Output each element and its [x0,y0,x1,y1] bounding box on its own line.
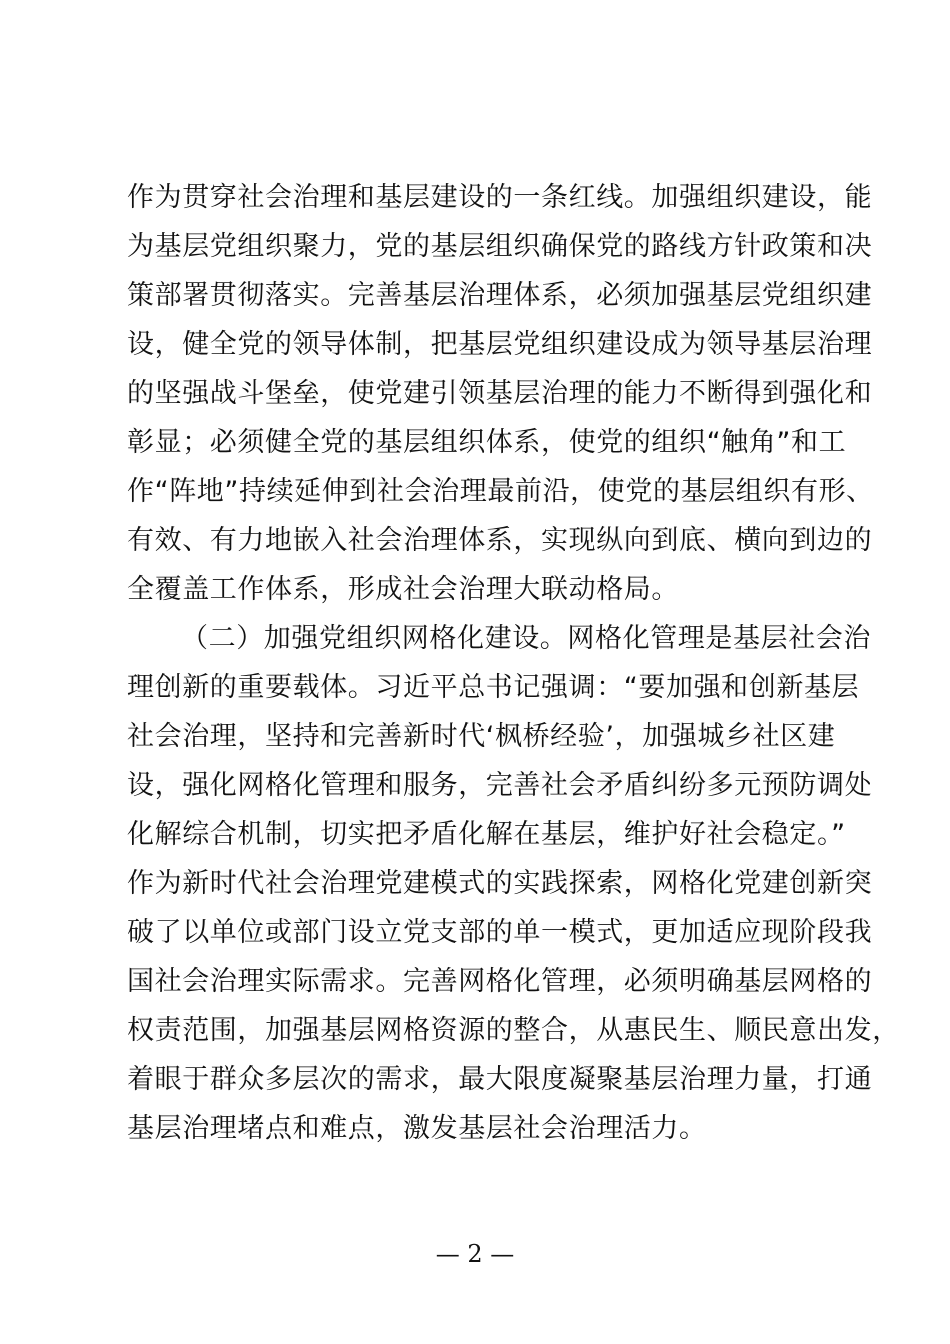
text-line: 权责范围，加强基层网格资源的整合，从惠民生、顺民意出发， [127,1015,900,1046]
text-line: 作为新时代社会治理党建模式的实践探索，网格化党建创新突 [127,868,873,899]
text-line: 策部署贯彻落实。完善基层治理体系，必须加强基层党组织建 [127,280,873,311]
text-line: 化解综合机制，切实把矛盾化解在基层，维护好社会稳定。” [127,819,846,850]
text-line: 为基层党组织聚力，党的基层组织确保党的路线方针政策和决 [127,231,873,262]
page-number: — 2 — [435,1240,515,1268]
text-line: 基层治理堵点和难点，激发基层社会治理活力。 [127,1113,707,1144]
text-line: 彰显；必须健全党的基层组织体系，使党的组织“触角”和工 [127,427,847,458]
section-heading-line: （二）加强党组织网格化建设。网格化管理是基层社会治 [181,623,871,654]
text-line: 理创新的重要载体。习近平总书记强调：“要加强和创新基层 [127,672,860,703]
text-line: 设，健全党的领导体制，把基层党组织建设成为领导基层治理 [127,329,873,360]
text-line: 社会治理，坚持和完善新时代‘枫桥经验’，加强城乡社区建 [127,721,836,752]
text-line: 全覆盖工作体系，形成社会治理大联动格局。 [127,574,679,605]
text-line: 设，强化网格化管理和服务，完善社会矛盾纠纷多元预防调处 [127,770,873,801]
text-line: 有效、有力地嵌入社会治理体系，实现纵向到底、横向到边的 [127,525,873,556]
text-line: 的坚强战斗堡垒，使党建引领基层治理的能力不断得到强化和 [127,378,873,409]
text-line: 着眼于群众多层次的需求，最大限度凝聚基层治理力量，打通 [127,1064,873,1095]
text-line: 作“阵地”持续延伸到社会治理最前沿，使党的基层组织有形、 [127,476,874,507]
text-line: 国社会治理实际需求。完善网格化管理，必须明确基层网格的 [127,966,873,997]
text-line: 作为贯穿社会治理和基层建设的一条红线。加强组织建设，能 [127,182,873,213]
text-line: 破了以单位或部门设立党支部的单一模式，更加适应现阶段我 [127,917,873,948]
